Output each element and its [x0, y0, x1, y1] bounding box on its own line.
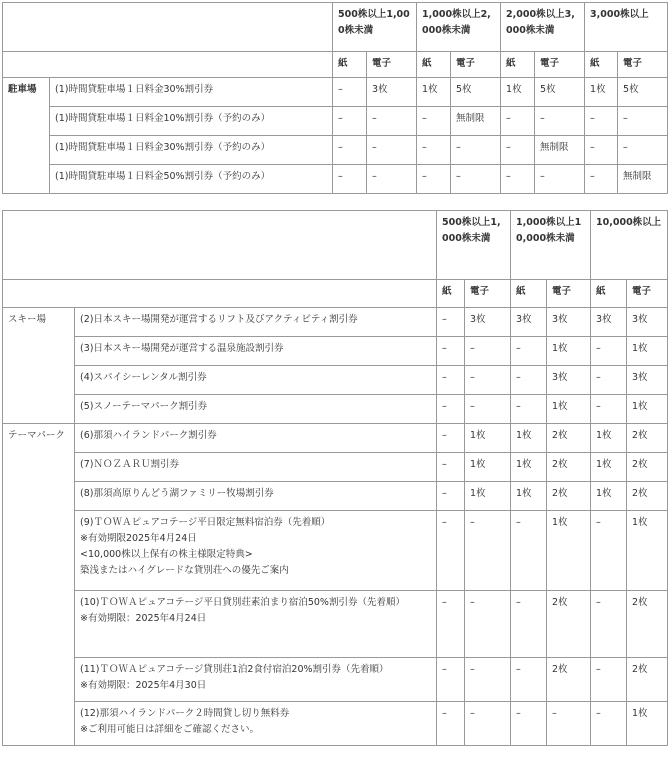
cell-value: 5枚 — [535, 78, 585, 107]
benefit-label: (1)時間貸駐車場１日料金30%割引券（予約のみ） — [50, 136, 333, 165]
cell-value: 1枚 — [627, 702, 668, 746]
cell-value: 1枚 — [417, 78, 451, 107]
table-row — [3, 337, 668, 366]
cell-value: – — [511, 366, 547, 395]
cell-value: 2枚 — [547, 591, 591, 658]
cell-value: – — [501, 165, 535, 194]
benefit-note: ※有効期限：2025年4月30日 — [80, 680, 207, 691]
paper-header: 紙 — [591, 280, 627, 308]
cell-value: – — [367, 136, 417, 165]
tier-header: 10,000株以上 — [591, 211, 668, 280]
tier-header: 500株以上1,000株未満 — [437, 211, 511, 280]
cell-value: – — [417, 107, 451, 136]
cell-value: – — [591, 511, 627, 591]
cell-value: 2枚 — [547, 424, 591, 453]
cell-value: – — [367, 165, 417, 194]
benefit-label: (1)時間貸駐車場１日料金10%割引券（予約のみ） — [50, 107, 333, 136]
benefit-label: (1)時間貸駐車場１日料金30%割引券 — [50, 78, 333, 107]
cell-value: – — [417, 165, 451, 194]
tier-header: 500株以上1,000株未満 — [333, 3, 417, 52]
cell-value: – — [591, 395, 627, 424]
cell-value: – — [547, 702, 591, 746]
cell-value: 2枚 — [547, 482, 591, 511]
cell-value: 無制限 — [535, 136, 585, 165]
cell-value: 2枚 — [627, 591, 668, 658]
benefit-label-block — [75, 591, 437, 658]
cell-value: – — [333, 78, 367, 107]
cell-value: 3枚 — [511, 308, 547, 337]
cell-value: – — [511, 511, 547, 591]
cell-value: – — [437, 424, 465, 453]
category-ski: スキー場 — [3, 308, 75, 424]
cell-value: – — [591, 366, 627, 395]
cell-value: 1枚 — [511, 424, 547, 453]
digital-header: 電子 — [465, 280, 511, 308]
cell-value: 1枚 — [627, 511, 668, 591]
cell-value: 2枚 — [627, 453, 668, 482]
cell-value: 1枚 — [547, 337, 591, 366]
cell-value: 2枚 — [627, 424, 668, 453]
digital-header: 電子 — [367, 52, 417, 78]
digital-header: 電子 — [535, 52, 585, 78]
cell-value: – — [437, 308, 465, 337]
cell-value: 1枚 — [465, 482, 511, 511]
cell-value: 3枚 — [547, 308, 591, 337]
cell-value: – — [437, 366, 465, 395]
paper-header: 紙 — [417, 52, 451, 78]
benefit-label-block — [75, 658, 437, 702]
cell-value: 5枚 — [451, 78, 501, 107]
table-row — [3, 482, 668, 511]
tier-header: 3,000株以上 — [585, 3, 668, 52]
cell-value: 3枚 — [465, 308, 511, 337]
cell-value: 5枚 — [618, 78, 668, 107]
benefit-label: (2)日本スキー場開発が運営するリフト及びアクティビティ割引券 — [75, 308, 437, 337]
cell-value: 3枚 — [591, 308, 627, 337]
cell-value: – — [465, 337, 511, 366]
benefit-label: (10)ＴＯＷＡピュアコテージ平日貸別荘素泊まり宿泊50%割引券（先着順） — [80, 597, 405, 608]
benefit-label-block — [75, 511, 437, 591]
cell-value: 1枚 — [547, 395, 591, 424]
digital-header: 電子 — [547, 280, 591, 308]
cell-value: – — [618, 107, 668, 136]
cell-value: – — [591, 702, 627, 746]
cell-value: – — [511, 591, 547, 658]
cell-value: – — [437, 337, 465, 366]
cell-value: 1枚 — [511, 482, 547, 511]
benefit-label: (5)スノーテーマパーク割引券 — [75, 395, 437, 424]
digital-header: 電子 — [618, 52, 668, 78]
cell-value: 3枚 — [627, 366, 668, 395]
benefit-label: (11)ＴＯＷＡピュアコテージ貸別荘1泊2食付宿泊20%割引券（先着順） — [80, 664, 389, 675]
tier-header: 1,000株以上2,000株未満 — [417, 3, 501, 52]
cell-value: – — [451, 136, 501, 165]
cell-value: – — [585, 136, 618, 165]
table-row — [3, 78, 668, 107]
cell-value: – — [591, 591, 627, 658]
cell-value: – — [437, 658, 465, 702]
benefit-note: ※有効期限2025年4月24日 — [80, 533, 197, 544]
cell-value: 1枚 — [627, 395, 668, 424]
cell-value: 1枚 — [591, 453, 627, 482]
table-row — [3, 591, 668, 658]
cell-value: 1枚 — [547, 511, 591, 591]
digital-header: 電子 — [627, 280, 668, 308]
tier-header: 2,000株以上3,000株未満 — [501, 3, 585, 52]
benefit-label: (1)時間貸駐車場１日料金50%割引券（予約のみ） — [50, 165, 333, 194]
header-blank — [3, 211, 437, 280]
paper-header: 紙 — [437, 280, 465, 308]
cell-value: – — [367, 107, 417, 136]
header-blank — [3, 280, 437, 308]
cell-value: 1枚 — [627, 337, 668, 366]
cell-value: – — [437, 511, 465, 591]
digital-header: 電子 — [451, 52, 501, 78]
cell-value: – — [437, 482, 465, 511]
cell-value: 2枚 — [627, 482, 668, 511]
parking-benefit-table — [2, 2, 668, 194]
cell-value: 2枚 — [547, 453, 591, 482]
cell-value: – — [511, 395, 547, 424]
cell-value: – — [511, 337, 547, 366]
paper-header: 紙 — [501, 52, 535, 78]
cell-value: – — [437, 453, 465, 482]
header-blank — [3, 52, 333, 78]
benefit-note: ※ご利用可能日は詳細をご確認ください。 — [80, 724, 259, 735]
tier-header: 1,000株以上10,000株未満 — [511, 211, 591, 280]
benefit-label: (3)日本スキー場開発が運営する温泉施設割引券 — [75, 337, 437, 366]
cell-value: – — [417, 136, 451, 165]
table-row — [3, 453, 668, 482]
cell-value: – — [437, 591, 465, 658]
cell-value: – — [465, 702, 511, 746]
cell-value: 2枚 — [547, 658, 591, 702]
cell-value: 2枚 — [627, 658, 668, 702]
cell-value: 1枚 — [511, 453, 547, 482]
cell-value: – — [465, 591, 511, 658]
benefit-label: (9)ＴＯＷＡピュアコテージ平日限定無料宿泊券（先着順） — [80, 517, 331, 528]
paper-header: 紙 — [585, 52, 618, 78]
cell-value: – — [501, 136, 535, 165]
cell-value: 1枚 — [585, 78, 618, 107]
cell-value: 1枚 — [501, 78, 535, 107]
cell-value: – — [591, 337, 627, 366]
cell-value: – — [501, 107, 535, 136]
cell-value: – — [591, 658, 627, 702]
cell-value: – — [465, 511, 511, 591]
cell-value: 無制限 — [618, 165, 668, 194]
cell-value: – — [511, 702, 547, 746]
table-row — [3, 366, 668, 395]
cell-value: 3枚 — [367, 78, 417, 107]
cell-value: 3枚 — [547, 366, 591, 395]
cell-value: – — [333, 165, 367, 194]
table-row — [3, 424, 668, 453]
benefit-label: (8)那須高原りんどう湖ファミリー牧場割引券 — [75, 482, 437, 511]
benefit-note: 築浅またはハイグレードな貸別荘への優先ご案内 — [80, 565, 289, 576]
cell-value: 1枚 — [591, 482, 627, 511]
cell-value: 1枚 — [465, 424, 511, 453]
cell-value: – — [511, 658, 547, 702]
cell-value: 1枚 — [465, 453, 511, 482]
paper-header: 紙 — [333, 52, 367, 78]
table-row — [3, 395, 668, 424]
table-row — [3, 702, 668, 746]
cell-value: – — [535, 107, 585, 136]
cell-value: 3枚 — [627, 308, 668, 337]
cell-value: – — [333, 136, 367, 165]
paper-header: 紙 — [511, 280, 547, 308]
benefit-label: (6)那須ハイランドパーク割引券 — [75, 424, 437, 453]
benefit-label: (4)スパイシーレンタル割引券 — [75, 366, 437, 395]
benefit-label: (7)ＮＯＺＡＲＵ割引券 — [75, 453, 437, 482]
cell-value: – — [465, 395, 511, 424]
cell-value: – — [465, 366, 511, 395]
table-row — [3, 658, 668, 702]
table-row — [3, 308, 668, 337]
cell-value: – — [535, 165, 585, 194]
table-row — [3, 136, 668, 165]
cell-value: 無制限 — [451, 107, 501, 136]
category-parking: 駐車場 — [3, 78, 50, 194]
cell-value: – — [585, 107, 618, 136]
table-row — [3, 165, 668, 194]
cell-value: 1枚 — [591, 424, 627, 453]
cell-value: – — [465, 658, 511, 702]
cell-value: – — [451, 165, 501, 194]
category-themepark: テーマパーク — [3, 424, 75, 746]
benefit-label: (12)那須ハイランドパーク２時間貸し切り無料券 — [80, 708, 290, 719]
header-blank — [3, 3, 333, 52]
table-row — [3, 511, 668, 591]
cell-value: – — [585, 165, 618, 194]
benefit-note: ※有効期限：2025年4月24日 — [80, 613, 207, 624]
cell-value: – — [437, 395, 465, 424]
benefit-label-block — [75, 702, 437, 746]
cell-value: – — [437, 702, 465, 746]
cell-value: – — [333, 107, 367, 136]
table-row — [3, 107, 668, 136]
benefit-note: <10,000株以上保有の株主様限定特典> — [80, 549, 253, 560]
ski-themepark-benefit-table — [2, 210, 668, 746]
cell-value: – — [618, 136, 668, 165]
